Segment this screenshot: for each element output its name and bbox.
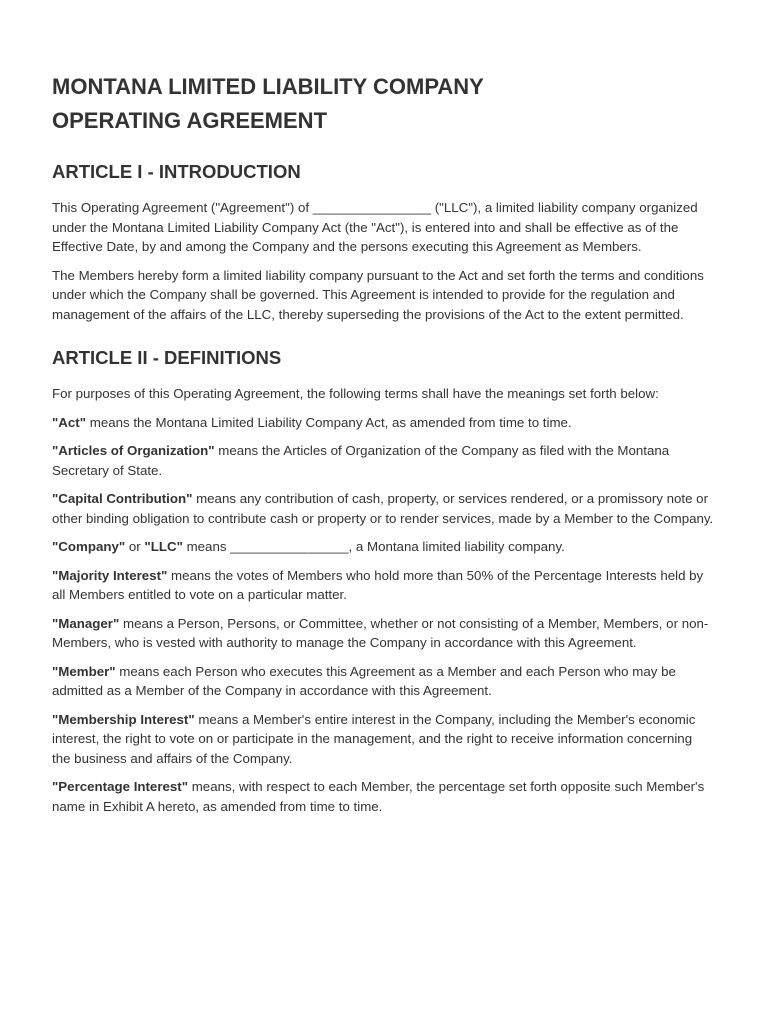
definition-percentage-interest bbox=[52, 777, 714, 816]
definition-text: means any contribution of cash, property, or services rendered, or a promissory note or other binding obligation to contribute cash or property or to render services, made by a Member to the Company. bbox=[52, 491, 714, 526]
article-2-intro: For purposes of this Operating Agreement, the following terms shall have the meanings set forth below: bbox=[52, 386, 659, 401]
definition-text: means each Person who executes this Agreement as a Member and each Person who may be admitted as a Member of the Company in accordance with this Agreement. bbox=[52, 663, 676, 698]
definition-text: means, with respect to each Member, the percentage set forth opposite such Member's name in Exhibit A hereto, as amended from time to time. bbox=[52, 779, 705, 814]
article-2-section bbox=[52, 346, 714, 816]
article-1-section bbox=[52, 160, 714, 324]
definition-member bbox=[52, 662, 714, 701]
document-title bbox=[52, 70, 714, 138]
article-1-paragraph-2: The Members hereby form a limited liability company pursuant to the Act and set forth the terms and conditions under which the Company shall be governed. This Agreement is intended to provide for the regulation and management of the affairs of the LLC, thereby superseding the provisions of the Act to the extent permitted. bbox=[52, 267, 704, 322]
definition-text: means a Member's entire interest in the Company, including the Member's economic interest, the right to vote on or participate in the management, and the right to receive information concerning the business and affairs of the Company. bbox=[52, 711, 696, 766]
document-page bbox=[52, 70, 714, 825]
definition-act bbox=[52, 413, 714, 433]
definition-term: "Percentage Interest" bbox=[52, 779, 189, 794]
definition-articles-of-organization bbox=[52, 441, 714, 480]
article-1-paragraph-1: This Operating Agreement ("Agreement") of ________________ ("LLC"), a limited liability company organized under the Montana Limited Liability Company Act (the "Act"), is entered into and shall be effective as of the Effective Date, by and among the Company and the persons executing this Agreement as Members. bbox=[52, 200, 698, 254]
definition-majority-interest bbox=[52, 566, 714, 605]
document-title-line-1: MONTANA LIMITED LIABILITY COMPANY bbox=[52, 74, 484, 99]
definition-connector: or bbox=[125, 539, 145, 554]
definition-term: "Articles of Organization" bbox=[52, 443, 215, 458]
definition-membership-interest bbox=[52, 710, 714, 769]
article-2-heading: ARTICLE II - DEFINITIONS bbox=[52, 347, 282, 368]
definition-term: "Manager" bbox=[52, 615, 120, 631]
definition-term-2: "LLC" bbox=[144, 539, 183, 554]
definition-term: "Company" bbox=[52, 539, 126, 554]
definition-text: means the Articles of Organization of the Company as filed with the Montana Secretary of State. bbox=[52, 443, 670, 478]
definition-term: "Act" bbox=[52, 414, 87, 430]
document-title-line-2: OPERATING AGREEMENT bbox=[52, 108, 328, 133]
definition-company bbox=[52, 537, 714, 557]
definition-manager bbox=[52, 614, 714, 653]
definition-text: means the Montana Limited Liability Company Act, as amended from time to time. bbox=[86, 414, 572, 430]
definition-term: "Capital Contribution" bbox=[52, 491, 193, 506]
definition-text: means a Person, Persons, or Committee, whether or not consisting of a Member, Members, or non-Members, who is vested with authority to manage the Company in accordance with this Agreement. bbox=[52, 615, 709, 650]
definition-term: "Member" bbox=[52, 663, 116, 679]
definition-text: means ________________, a Montana limited liability company. bbox=[182, 539, 565, 554]
article-1-heading: ARTICLE I - INTRODUCTION bbox=[52, 161, 301, 182]
definition-term: "Membership Interest" bbox=[52, 711, 195, 727]
definition-text: means the votes of Members who hold more than 50% of the Percentage Interests held by all Members entitled to vote on a particular matter. bbox=[52, 567, 704, 602]
definition-term: "Majority Interest" bbox=[52, 567, 168, 583]
definition-capital-contribution bbox=[52, 489, 714, 528]
